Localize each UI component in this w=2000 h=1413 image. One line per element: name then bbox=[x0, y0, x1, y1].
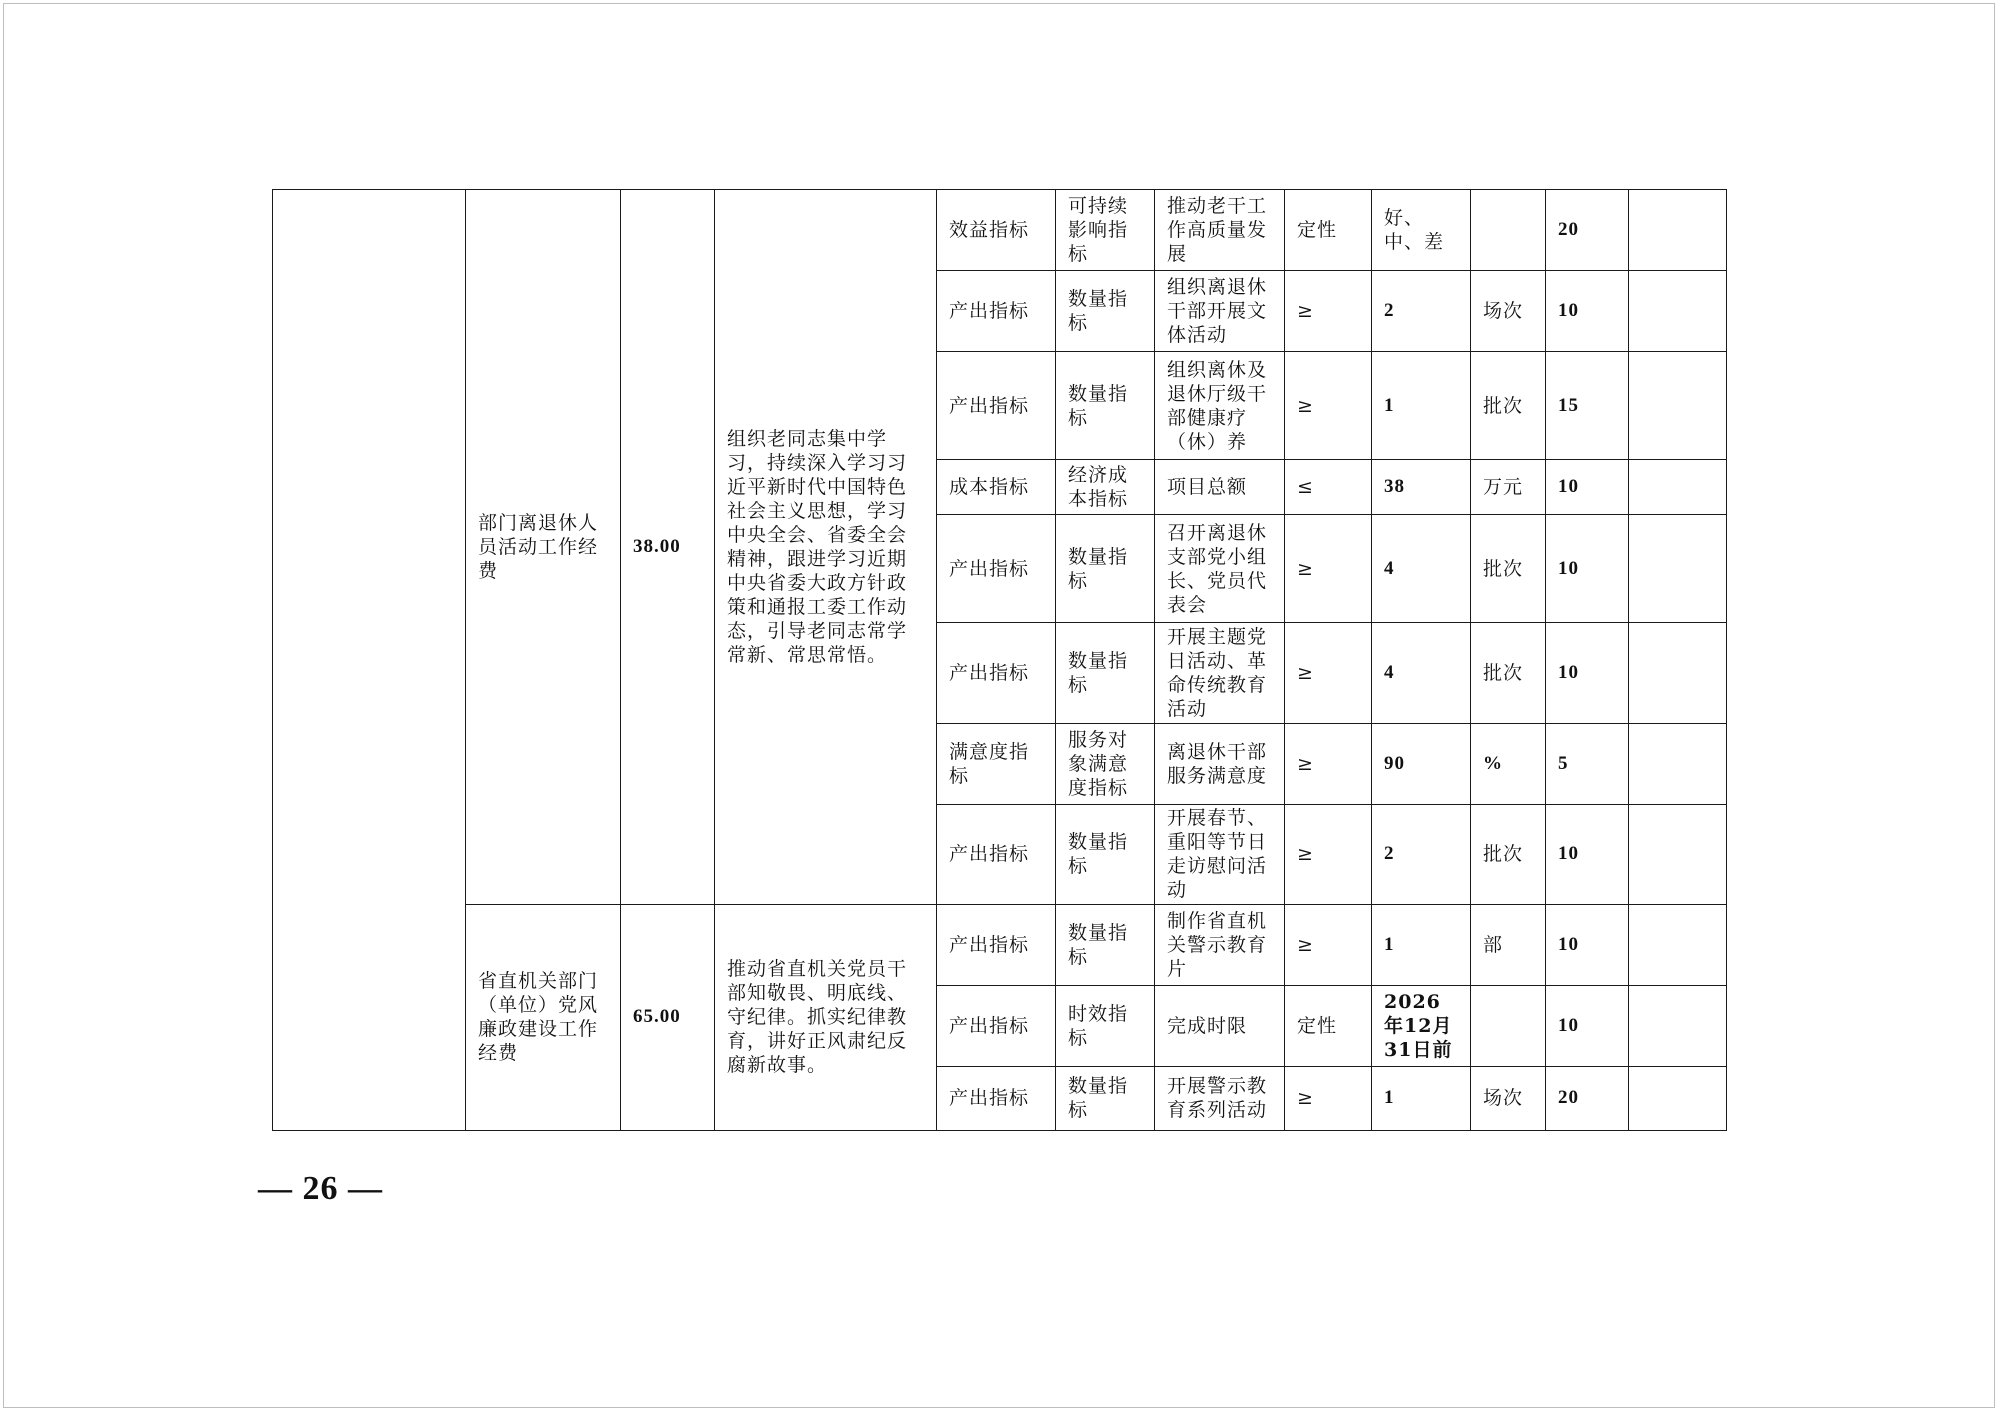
level1-indicator-cell: 产出指标 bbox=[937, 515, 1056, 623]
target-value-cell: 1 bbox=[1372, 904, 1471, 985]
unit-cell: % bbox=[1471, 723, 1546, 804]
level2-indicator-cell: 可持续影响指标 bbox=[1056, 190, 1155, 271]
level1-indicator-cell: 产出指标 bbox=[937, 804, 1056, 904]
table-row bbox=[273, 190, 1727, 271]
level2-indicator-cell: 数量指标 bbox=[1056, 623, 1155, 723]
target-value-cell: 2026年12月31日前 bbox=[1372, 985, 1471, 1066]
weight-cell: 10 bbox=[1546, 804, 1629, 904]
unit-cell: 批次 bbox=[1471, 623, 1546, 723]
unit-cell bbox=[1471, 985, 1546, 1066]
operator-cell: ≥ bbox=[1285, 352, 1372, 460]
operator-cell: ≤ bbox=[1285, 460, 1372, 515]
level1-indicator-cell: 产出指标 bbox=[937, 623, 1056, 723]
target-value-cell: 90 bbox=[1372, 723, 1471, 804]
remark-cell bbox=[1629, 460, 1727, 515]
unit-cell: 万元 bbox=[1471, 460, 1546, 515]
level1-indicator-cell: 产出指标 bbox=[937, 985, 1056, 1066]
operator-cell: 定性 bbox=[1285, 190, 1372, 271]
level1-indicator-cell: 效益指标 bbox=[937, 190, 1056, 271]
unit-cell: 场次 bbox=[1471, 271, 1546, 352]
operator-cell: ≥ bbox=[1285, 723, 1372, 804]
weight-cell: 15 bbox=[1546, 352, 1629, 460]
level3-indicator-cell: 推动老干工作高质量发展 bbox=[1155, 190, 1285, 271]
project-name-cell: 省直机关部门（单位）党风廉政建设工作经费 bbox=[466, 904, 621, 1130]
weight-cell: 10 bbox=[1546, 985, 1629, 1066]
target-value-cell: 1 bbox=[1372, 352, 1471, 460]
level2-indicator-cell: 数量指标 bbox=[1056, 352, 1155, 460]
level3-indicator-cell: 组织离退休干部开展文体活动 bbox=[1155, 271, 1285, 352]
level3-indicator-cell: 开展警示教育系列活动 bbox=[1155, 1066, 1285, 1130]
level2-indicator-cell: 数量指标 bbox=[1056, 904, 1155, 985]
level1-indicator-cell: 产出指标 bbox=[937, 352, 1056, 460]
level2-indicator-cell: 时效指标 bbox=[1056, 985, 1155, 1066]
remark-cell bbox=[1629, 804, 1727, 904]
category-cell bbox=[273, 190, 466, 1131]
page-number: — 26 — bbox=[258, 1170, 383, 1207]
weight-cell: 10 bbox=[1546, 460, 1629, 515]
target-value-cell: 2 bbox=[1372, 271, 1471, 352]
remark-cell bbox=[1629, 190, 1727, 271]
remark-cell bbox=[1629, 985, 1727, 1066]
level1-indicator-cell: 成本指标 bbox=[937, 460, 1056, 515]
level2-indicator-cell: 经济成本指标 bbox=[1056, 460, 1155, 515]
unit-cell: 批次 bbox=[1471, 804, 1546, 904]
level2-indicator-cell: 数量指标 bbox=[1056, 515, 1155, 623]
weight-cell: 10 bbox=[1546, 271, 1629, 352]
level3-indicator-cell: 开展春节、重阳等节日走访慰问活动 bbox=[1155, 804, 1285, 904]
project-goal-cell: 组织老同志集中学习，持续深入学习习近平新时代中国特色社会主义思想，学习中央全会、省委全会精神，跟进学习近期中央省委大政方针政策和通报工委工作动态，引导老同志常学常新、常思常悟。 bbox=[715, 190, 937, 905]
target-value-cell: 好、中、差 bbox=[1372, 190, 1471, 271]
level3-indicator-cell: 完成时限 bbox=[1155, 985, 1285, 1066]
weight-cell: 10 bbox=[1546, 904, 1629, 985]
unit-cell: 场次 bbox=[1471, 1066, 1546, 1130]
weight-cell: 10 bbox=[1546, 515, 1629, 623]
remark-cell bbox=[1629, 723, 1727, 804]
table-row bbox=[273, 904, 1727, 985]
level3-indicator-cell: 组织离休及退休厅级干部健康疗（休）养 bbox=[1155, 352, 1285, 460]
unit-cell: 批次 bbox=[1471, 515, 1546, 623]
target-value-cell: 2 bbox=[1372, 804, 1471, 904]
project-amount-cell: 65.00 bbox=[621, 904, 715, 1130]
level3-indicator-cell: 制作省直机关警示教育片 bbox=[1155, 904, 1285, 985]
weight-cell: 20 bbox=[1546, 1066, 1629, 1130]
remark-cell bbox=[1629, 271, 1727, 352]
operator-cell: 定性 bbox=[1285, 985, 1372, 1066]
level2-indicator-cell: 数量指标 bbox=[1056, 1066, 1155, 1130]
target-value-cell: 4 bbox=[1372, 623, 1471, 723]
level3-indicator-cell: 离退休干部服务满意度 bbox=[1155, 723, 1285, 804]
level2-indicator-cell: 服务对象满意度指标 bbox=[1056, 723, 1155, 804]
level3-indicator-cell: 召开离退休支部党小组长、党员代表会 bbox=[1155, 515, 1285, 623]
level1-indicator-cell: 满意度指标 bbox=[937, 723, 1056, 804]
remark-cell bbox=[1629, 904, 1727, 985]
weight-cell: 10 bbox=[1546, 623, 1629, 723]
weight-cell: 5 bbox=[1546, 723, 1629, 804]
operator-cell: ≥ bbox=[1285, 623, 1372, 723]
project-name-cell: 部门离退休人员活动工作经费 bbox=[466, 190, 621, 905]
target-value-cell: 4 bbox=[1372, 515, 1471, 623]
level1-indicator-cell: 产出指标 bbox=[937, 1066, 1056, 1130]
level3-indicator-cell: 项目总额 bbox=[1155, 460, 1285, 515]
project-amount-cell: 38.00 bbox=[621, 190, 715, 905]
operator-cell: ≥ bbox=[1285, 271, 1372, 352]
level1-indicator-cell: 产出指标 bbox=[937, 904, 1056, 985]
operator-cell: ≥ bbox=[1285, 804, 1372, 904]
remark-cell bbox=[1629, 623, 1727, 723]
level2-indicator-cell: 数量指标 bbox=[1056, 804, 1155, 904]
unit-cell: 部 bbox=[1471, 904, 1546, 985]
operator-cell: ≥ bbox=[1285, 904, 1372, 985]
unit-cell bbox=[1471, 190, 1546, 271]
remark-cell bbox=[1629, 1066, 1727, 1130]
weight-cell: 20 bbox=[1546, 190, 1629, 271]
remark-cell bbox=[1629, 352, 1727, 460]
unit-cell: 批次 bbox=[1471, 352, 1546, 460]
target-value-cell: 38 bbox=[1372, 460, 1471, 515]
target-value-cell: 1 bbox=[1372, 1066, 1471, 1130]
level2-indicator-cell: 数量指标 bbox=[1056, 271, 1155, 352]
project-goal-cell: 推动省直机关党员干部知敬畏、明底线、守纪律。抓实纪律教育，讲好正风肃纪反腐新故事。 bbox=[715, 904, 937, 1130]
operator-cell: ≥ bbox=[1285, 1066, 1372, 1130]
level3-indicator-cell: 开展主题党日活动、革命传统教育活动 bbox=[1155, 623, 1285, 723]
performance-indicator-table bbox=[272, 189, 1727, 1131]
level1-indicator-cell: 产出指标 bbox=[937, 271, 1056, 352]
remark-cell bbox=[1629, 515, 1727, 623]
operator-cell: ≥ bbox=[1285, 515, 1372, 623]
